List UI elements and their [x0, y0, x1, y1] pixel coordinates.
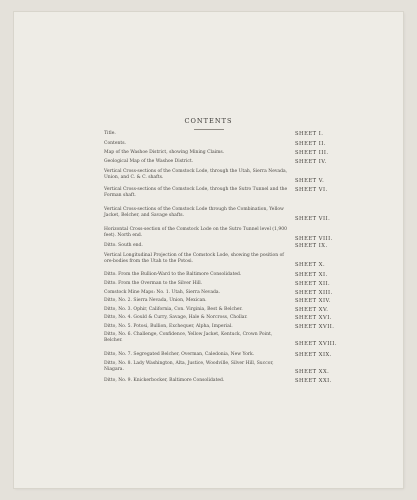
toc-entry-text: Comstock Mine Maps: No. 1. Utah, Sierra Nevada. [104, 290, 221, 295]
toc-entry-text: Ditto, No. 8. Lady Washington, Alta, Justice, Woodville, Silver Hill, Succor, Niagara. [104, 361, 274, 373]
toc-entry-sheet: SHEET V. [295, 178, 325, 184]
toc-entry-text: Horizontal Cross-section of the Comstock Lode on the Sutro Tunnel level (1,900 feet). North end. [104, 227, 287, 239]
toc-entry-text: Ditto, No. 9. Knickerbocker, Baltimore Consolidated. [104, 378, 225, 383]
toc-entry-sheet: SHEET XIII. [295, 290, 333, 296]
toc-entry-sheet: SHEET XIV. [295, 298, 331, 304]
document-page [14, 12, 403, 488]
toc-entry-sheet: SHEET III. [295, 150, 329, 156]
toc-entry-sheet: SHEET IV. [295, 159, 327, 165]
toc-entry-sheet: SHEET XIX. [295, 352, 332, 358]
toc-entry-text: Vertical Longitudinal Projection of the Comstock Lode, showing the position of ore-bodies from the Utah to the Potosi. [104, 253, 284, 265]
toc-entry-sheet: SHEET II. [295, 141, 327, 147]
toc-entry-sheet: SHEET IX. [295, 243, 328, 249]
toc-entry-sheet: SHEET X. [295, 262, 326, 268]
toc-entry-text: Ditto, No. 4. Gould & Curry, Savage, Hale & Norcross, Chollar. [104, 315, 248, 320]
table-of-contents [14, 12, 403, 488]
toc-entry-text: Contents. [104, 141, 126, 146]
toc-entry-text: Ditto. From the Overman to the Silver Hill. [104, 281, 203, 286]
toc-entry-text: Ditto, No. 5. Potosi, Bullion, Exchequer, Alpha, Imperial. [104, 324, 233, 329]
toc-entry-sheet: SHEET XV. [295, 307, 329, 313]
toc-entry-sheet: SHEET VI. [295, 187, 328, 193]
toc-entry-text: Title. [104, 131, 116, 136]
toc-entry-text: Geological Map of the Washoe District. [104, 159, 194, 164]
toc-entry-sheet: SHEET XVIII. [295, 341, 337, 347]
toc-entry-sheet: SHEET XVII. [295, 324, 335, 330]
toc-entry-text: Vertical Cross-sections of the Comstock Lode, through the Sutro Tunnel and the Forman shaft. [104, 187, 288, 199]
toc-entry-sheet: SHEET XXI. [295, 378, 332, 384]
toc-entry-text: Map of the Washoe District, showing Mining Claims. [104, 150, 225, 155]
page-title: CONTENTS [184, 117, 233, 125]
toc-entry-text: Vertical Cross-sections of the Comstock Lode through the Combination, Yellow Jacket, Belcher, and Savage shafts. [104, 207, 284, 219]
toc-entry-sheet: SHEET VII. [295, 216, 331, 222]
toc-entry-text: Ditto, No. 2. Sierra Nevada, Union, Mexican. [104, 298, 207, 303]
toc-entry-text: Ditto, No. 3. Ophir, California, Con. Virginia, Best & Belcher. [104, 307, 243, 312]
toc-entry-sheet: SHEET I. [295, 131, 324, 137]
toc-entry-sheet: SHEET XX. [295, 369, 330, 375]
toc-entry-sheet: SHEET XII. [295, 281, 331, 287]
toc-entry-text: Ditto. South end. [104, 243, 143, 248]
toc-entry-text: Ditto. From the Bullion-Ward to the Baltimore Consolidated. [104, 272, 242, 277]
toc-entry-sheet: SHEET XVI. [295, 315, 332, 321]
toc-entry-sheet: SHEET VIII. [295, 236, 333, 242]
toc-entry-text: Ditto, No. 7. Segregated Belcher, Overman, Caledonia, New York. [104, 352, 255, 357]
toc-entry-sheet: SHEET XI. [295, 272, 328, 278]
toc-entry-text: Ditto, No. 6. Challenge, Confidence, Yellow Jacket, Kentuck, Crown Point, Belcher. [104, 332, 273, 344]
toc-entry-text: Vertical Cross-sections of the Comstock Lode, through the Utah, Sierra Nevada, Union, and C. & C. shafts. [104, 169, 288, 181]
